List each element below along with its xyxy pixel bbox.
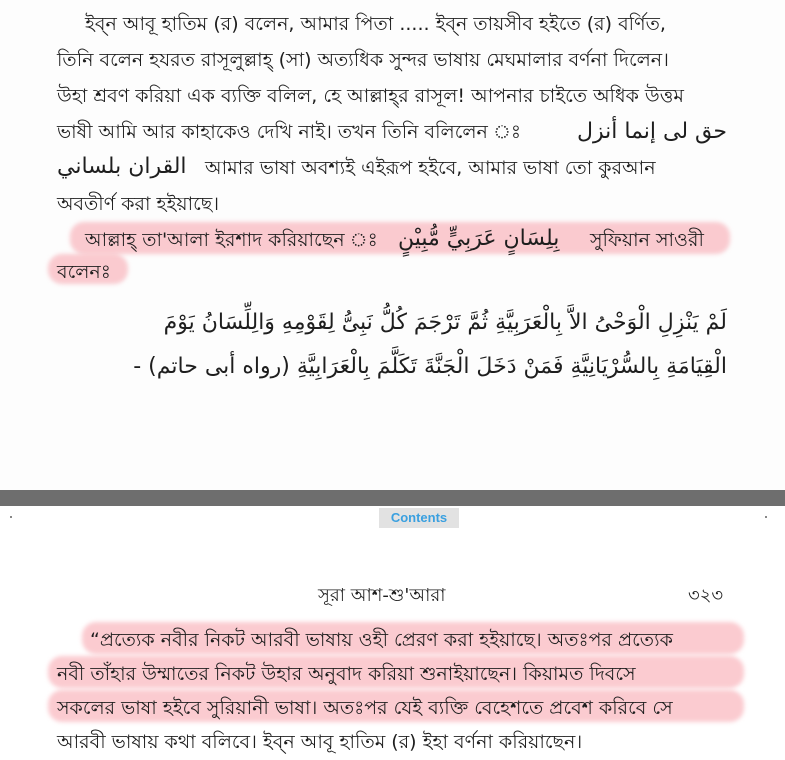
text-line: সুফিয়ান সাওরী bbox=[590, 229, 704, 251]
text-line: ইব্‌ন আবূ হাতিম (র) বলেন, আমার পিতা ..... ইব্‌ন তায়সীব হইতে (র) বর্ণিত, bbox=[85, 13, 666, 35]
text-line: বলেনঃ bbox=[57, 261, 111, 283]
contents-button[interactable]: Contents bbox=[379, 508, 459, 528]
text-line: ভাষী আমি আর কাহাকেও দেখি নাই। তখন তিনি বলিলেন ঃ bbox=[57, 121, 522, 143]
arabic-quote-line: لَمْ يَنْزِلِ الْوَحْىُ الاَّ بِالْعَرَبِيَّةِ ثُمَّ تَرْجَمَ كُلُّ نَبِىُّ لِقَوْمِهِ وَالِلِّسَانُ يَوْمَ bbox=[163, 310, 727, 335]
text-line: তিনি বলেন হযরত রাসূলুল্লাহ্‌ (সা) অত্যধিক সুন্দর ভাষায় মেঘমালার বর্ণনা দিলেন। bbox=[57, 49, 669, 71]
text-line: আমার ভাষা অবশ্যই এইরূপ হইবে, আমার ভাষা তো কুরআন bbox=[205, 157, 656, 179]
page-divider-bar bbox=[0, 490, 785, 506]
arabic-inline-text: بِلِسَانٍ عَرَبِيٍّ مُّبِيْنٍ bbox=[398, 226, 560, 251]
text-line: “প্রত্যেক নবীর নিকট আরবী ভাষায় ওহী প্রেরণ করা হইয়াছে। অতঃপর প্রত্যেক bbox=[90, 629, 673, 651]
text-line: আরবী ভাষায় কথা বলিবে। ইব্‌ন আবূ হাতিম (র) ইহা বর্ণনা করিয়াছেন। bbox=[57, 731, 583, 753]
page-number: ৩২৩ bbox=[688, 585, 724, 606]
text-line: অবতীর্ণ করা হইয়াছে। bbox=[57, 193, 220, 215]
arabic-inline-text: حق لى إنما أنزل bbox=[577, 119, 727, 144]
text-line: আল্লাহ্‌ তা'আলা ইরশাদ করিয়াছেন ঃ bbox=[85, 229, 378, 251]
page-header-title: সূরা আশ-শু'আরা bbox=[318, 585, 446, 606]
arabic-quote-line: الْقِيَامَةِ بِالسُّرْيَانِيَّةِ فَمَنْ دَخَلَ الْجَنَّةَ تَكَلَّمَ بِالْعَرَابِيَّةِ (رواه أبى حاتم) - bbox=[133, 354, 727, 379]
text-line: সকলের ভাষা হইবে সুরিয়ানী ভাষা। অতঃপর যেই ব্যক্তি বেহেশতে প্রবেশ করিবে সে bbox=[57, 697, 673, 719]
text-line: নবী তাঁহার উম্মাতের নিকট উহার অনুবাদ করিয়া শুনাইয়াছেন। কিয়ামত দিবসে bbox=[57, 663, 636, 685]
arabic-inline-text: القران بلساني bbox=[57, 154, 187, 179]
scan-speck bbox=[765, 516, 767, 518]
text-line: উহা শ্রবণ করিয়া এক ব্যক্তি বলিল, হে আল্লাহ্‌র রাসূল! আপনার চাইতে অধিক উত্তম bbox=[57, 85, 684, 107]
scan-speck bbox=[10, 516, 12, 518]
